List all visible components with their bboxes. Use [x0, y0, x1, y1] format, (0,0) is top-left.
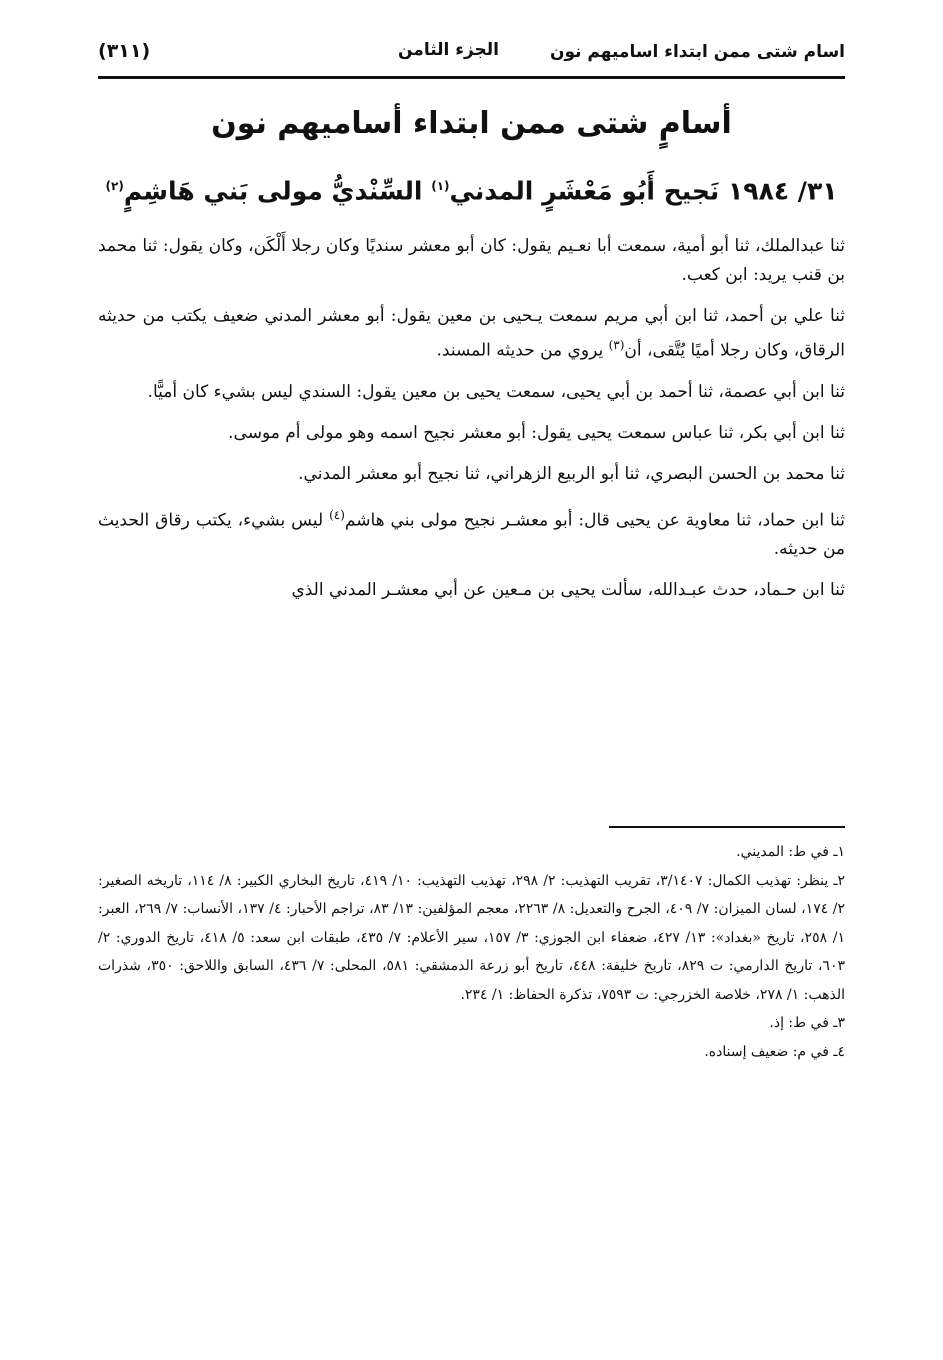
- running-header: [98, 30, 845, 79]
- footnote: ٢ـ ينظر: تهذيب الكمال: ٣/١٤٠٧، تقريب التهذيب: ٢/ ٢٩٨، تهذيب التهذيب: ١٠/ ٤١٩، تاريخ البخاري الكبير: ٨/ ١١٤، تاريخه الصغير: ٢/ ١٧٤، لسان الميزان: ٧/ ٤٠٩، الجرح والتعديل: ٨/ ٢٢٦٣، معجم المؤلفين: ١٣/ ٨٣، تراجم الأحبار: ٤/ ١٣٧، الأنساب: ٧/ ٢٦٩، العبر: ١/ ٢٥٨، تاريخ «بغداد»: ١٣/ ٤٢٧، ضعفاء ابن الجوزي: ٣/ ١٥٧، سير الأعلام: ٧/ ٤٣٥، طبقات ابن سعد: ٥/ ٤١٨، تاريخ الدوري: ٢/ ٦٠٣، تاريخ الدارمي: ت ٨٢٩، تاريخ خليفة: ٤٤٨، تاريخ أبو زرعة الدمشقي: ٥٨١، المحلى: ٧/ ٤٣٦، السابق واللاحق: ٣٥٠، شذرات الذهب: ١/ ٢٧٨، خلاصة الخزرجي: ت ٧٥٩٣، تذكرة الحفاظ: ١/ ٢٣٤.: [98, 872, 846, 1003]
- footnote-divider: [609, 826, 845, 828]
- main-text: [98, 232, 845, 617]
- narration-paragraph: [98, 501, 845, 565]
- footnote-ref: (٢): [105, 179, 124, 193]
- footnote-ref: (٤): [329, 507, 345, 522]
- entry-heading: [98, 166, 845, 211]
- narration-paragraph: ثنا ابن أبي عصمة، ثنا أحمد بن أبي يحيى، سمعت يحيى بن معين يقول: السندي ليس بشيء كان أميًّا.: [147, 381, 845, 402]
- entry-nisba: السِّنْديُّ مولى بَني هَاشِمٍ: [123, 176, 423, 206]
- paragraph-text: ثنا ابن حماد، ثنا معاوية عن يحيى قال: أبو معشـر نجيح مولى بني هاشم: [344, 510, 846, 531]
- footnote: ٣ـ في ط: إذ.: [769, 1015, 845, 1031]
- narration-paragraph: [98, 302, 845, 366]
- footnotes: [98, 838, 845, 1066]
- volume-label: الجزء الثامن: [398, 40, 500, 60]
- running-section-title: اسام شتى ممن ابتداء اساميهم نون: [549, 42, 845, 62]
- narration-paragraph: ثنا ابن أبي بكر، ثنا عباس سمعت يحيى يقول: أبو معشر نجيح اسمه وهو مولى أم موسى.: [228, 422, 845, 443]
- narration-paragraph: ثنا ابن حـماد، حدث عبـدالله، سألت يحيى بن مـعين عن أبي معشـر المدني الذي: [291, 580, 845, 601]
- narration-paragraph: ثنا عبدالملك، ثنا أبو أمية، سمعت أبا نعـيم يقول: كان أبو معشر سنديًا وكان رجلا أَلْكَن، وكان يقول: ثنا محمد بن قنب يريد: ابن كعب.: [98, 236, 845, 285]
- paragraph-text: ثنا علي بن أحمد، ثنا ابن أبي مريم سمعت يـحيى بن معين يقول: أبو معشر المدني ضعيف يكتب من حديثه الرقاق، وكان رجلا أميًا يُتَّقى، أن: [98, 306, 845, 361]
- footnote-ref: (١): [431, 179, 450, 193]
- entry-number: ٣١/ ١٩٨٤: [728, 176, 838, 206]
- page-number: (٣١١): [98, 40, 151, 62]
- narration-paragraph: ثنا محمد بن الحسن البصري، ثنا أبو الربيع الزهراني، ثنا نجيح أبو معشر المدني.: [298, 463, 845, 484]
- footnote: ١ـ في ط: المديني.: [736, 844, 845, 860]
- paragraph-text: يروي من حديثه المسند.: [436, 340, 609, 361]
- paragraph-text: ليس بشيء، يكتب رقاق الحديث من حديثه.: [98, 510, 845, 560]
- section-heading: أسامٍ شتى ممن ابتداء أساميهم نون: [211, 106, 732, 141]
- footnote-ref: (٣): [608, 338, 625, 352]
- entry-name: نَجيح أَبُو مَعْشَرٍ المدني: [449, 176, 720, 206]
- footnote: ٤ـ في م: ضعيف إسناده.: [704, 1043, 845, 1060]
